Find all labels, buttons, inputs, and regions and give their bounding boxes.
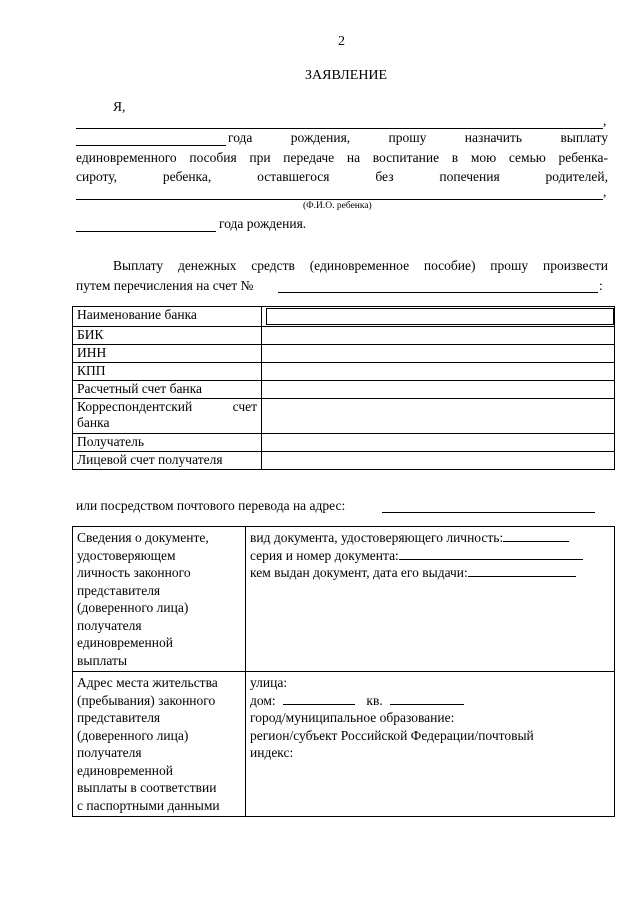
representative-info-table <box>72 526 615 817</box>
apartment-label: кв. <box>366 692 383 708</box>
doc-label-line: личность законного <box>77 565 191 580</box>
bank-details-table <box>72 306 615 470</box>
region-field[interactable]: регион/субъект Российской Федерации/почтовый <box>250 727 534 743</box>
addr-label-line: представителя <box>77 710 161 725</box>
comma-2: , <box>603 184 607 199</box>
city-field[interactable]: город/муниципальное образование: <box>250 710 455 725</box>
addr-label-line: (доверенного лица) <box>77 727 189 743</box>
doc-number-blank[interactable] <box>399 547 583 560</box>
table-row <box>73 452 615 470</box>
doc-number-label: серия и номер документа: <box>250 547 399 563</box>
doc-type-field[interactable] <box>250 529 610 547</box>
table-row <box>73 307 615 327</box>
word-rozhdeniya: рождения, <box>290 130 351 145</box>
address-label <box>73 672 246 817</box>
table-row <box>73 381 615 399</box>
addr-label-line: выплаты в соответствии <box>77 780 217 795</box>
request-line-4: единовременного пособия при передаче на воспитание в мою семью ребенка- <box>76 150 608 165</box>
table-row <box>73 399 615 434</box>
word-goda: года <box>228 130 253 145</box>
recipient-personal-account-value[interactable] <box>262 452 615 470</box>
bank-name-value[interactable] <box>262 307 615 327</box>
recipient-personal-account-label: Лицевой счет получателя <box>73 452 262 470</box>
doc-number-field[interactable] <box>250 547 610 565</box>
addr-label-line: единовременной <box>77 762 173 778</box>
word-roditeley: родителей, <box>545 169 608 184</box>
street-field[interactable]: улица: <box>250 675 288 690</box>
word-proshu: прошу <box>388 130 427 145</box>
corr-word-1: Корреспондентский <box>77 399 193 414</box>
house-label: дом: <box>250 692 276 708</box>
doc-label-line: получателя <box>77 617 142 633</box>
table-row <box>73 527 615 672</box>
table-row <box>73 345 615 363</box>
house-apartment-field <box>250 692 610 710</box>
apartment-blank[interactable] <box>390 692 464 705</box>
house-blank[interactable] <box>283 692 355 705</box>
child-name-caption: (Ф.И.О. ребенка) <box>303 201 372 211</box>
table-row <box>73 672 615 817</box>
doc-type-blank[interactable] <box>503 529 569 542</box>
doc-type-label: вид документа, удостоверяющего личность: <box>250 530 504 545</box>
doc-label-line: (доверенного лица) <box>77 600 189 615</box>
postal-address-line[interactable] <box>382 512 595 513</box>
account-number-line[interactable] <box>278 292 598 293</box>
request-line-5 <box>76 169 608 185</box>
request-line-3 <box>228 130 608 146</box>
colon-1: : <box>599 278 603 293</box>
bank-name-label: Наименование банка <box>73 307 262 327</box>
kpp-label: КПП <box>73 363 262 381</box>
page-number: 2 <box>338 34 345 49</box>
comma-1: , <box>603 113 607 128</box>
table-row <box>73 327 615 345</box>
child-birth-year-line[interactable] <box>76 231 216 232</box>
corr-word-2: счет <box>232 399 257 414</box>
word-ostavshegosya: оставшегося <box>257 169 330 184</box>
addr-label-line: (пребывания) законного <box>77 692 216 708</box>
child-birth-year-text: года рождения. <box>219 216 307 231</box>
word-vyplatu: выплату <box>560 130 608 145</box>
doc-label-line: представителя <box>77 582 161 598</box>
address-fields <box>246 672 615 817</box>
doc-issuer-label: кем выдан документ, дата его выдачи: <box>250 565 468 580</box>
postal-index-field[interactable]: индекс: <box>250 745 294 760</box>
intro-text: Я, <box>113 99 126 114</box>
child-name-line[interactable] <box>76 199 603 200</box>
payment-line-2: путем перечисления на счет № <box>76 278 254 293</box>
kpp-value[interactable] <box>262 363 615 381</box>
settlement-account-value[interactable] <box>262 381 615 399</box>
addr-label-line: получателя <box>77 745 142 760</box>
doc-label-line: удостоверяющем <box>77 547 176 563</box>
document-info-fields <box>246 527 615 672</box>
document-info-label <box>73 527 246 672</box>
applicant-name-line[interactable] <box>76 128 603 129</box>
corr-line-1 <box>77 399 257 415</box>
word-rebenka: ребенка, <box>162 169 212 184</box>
doc-issuer-blank[interactable] <box>468 564 576 577</box>
word-sirotu: сироту, <box>76 169 118 184</box>
inn-value[interactable] <box>262 345 615 363</box>
recipient-value[interactable] <box>262 434 615 452</box>
word-popecheniya: попечения <box>439 169 500 184</box>
word-naznachit: назначить <box>464 130 523 145</box>
addr-label-line: Адрес места жительства <box>77 675 218 690</box>
applicant-birth-year-line[interactable] <box>76 145 226 146</box>
correspondent-account-label <box>73 399 262 434</box>
corr-line-2: банка <box>77 415 110 430</box>
postal-transfer-text: или посредством почтового перевода на адрес: <box>76 498 346 513</box>
doc-label-line: единовременной <box>77 635 173 650</box>
table-row <box>73 363 615 381</box>
document-title: ЗАЯВЛЕНИЕ <box>305 68 388 83</box>
settlement-account-label: Расчетный счет банка <box>73 381 262 399</box>
doc-label-line: Сведения о документе, <box>77 530 209 545</box>
table-row <box>73 434 615 452</box>
payment-line-1: Выплату денежных средств (единовременное пособие) прошу произвести <box>113 258 608 273</box>
doc-label-line: выплаты <box>77 652 128 668</box>
inn-label: ИНН <box>73 345 262 363</box>
word-bez: без <box>375 169 394 184</box>
recipient-label: Получатель <box>73 434 262 452</box>
bik-label: БИК <box>73 327 262 345</box>
bik-value[interactable] <box>262 327 615 345</box>
addr-label-line: с паспортными данными <box>77 797 220 813</box>
doc-issuer-field[interactable] <box>250 564 610 582</box>
correspondent-account-value[interactable] <box>262 399 615 434</box>
